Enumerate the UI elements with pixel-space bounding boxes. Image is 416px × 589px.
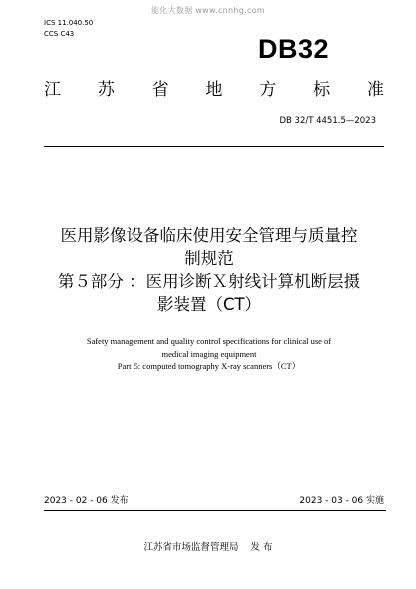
standard-name-char: 准 <box>366 80 384 100</box>
english-title <box>30 335 388 373</box>
english-title-line: Part 5: computed tomography X-ray scanners（CT） <box>117 361 301 371</box>
chinese-title-line: 制规范 <box>184 249 234 268</box>
chinese-title-line: 影装置（CT） <box>156 295 262 314</box>
implementation-date: 2023 - 03 - 06 实施 <box>299 496 384 506</box>
chinese-title-line: 第５部分 ：医用诊断Ｘ射线计算机断层摄 <box>57 272 361 291</box>
standard-number: DB 32/T 4451.5—2023 <box>279 116 376 126</box>
ccs-code: CCS C43 <box>44 30 75 38</box>
standard-name-char: 地 <box>205 80 223 100</box>
standard-name-char: 江 <box>44 80 61 100</box>
issue-date: 2023 - 02 - 06 发布 <box>44 496 129 506</box>
english-title-line: Safety management and quality control specifications for clinical use of <box>86 336 332 346</box>
db32-logo: DB32 <box>258 34 330 64</box>
standard-name-char: 标 <box>313 80 331 100</box>
publisher: 江苏省市场监督管理局 发 布 <box>143 542 273 553</box>
top-divider <box>44 146 384 147</box>
ics-code: ICS 11.040.50 <box>44 19 94 27</box>
standard-name-char: 省 <box>151 80 169 100</box>
bottom-divider <box>44 510 386 511</box>
standard-category-title <box>44 82 384 99</box>
watermark-text: 能化大数据 www.cnnhg.com <box>151 6 265 15</box>
english-title-line: medical imaging equipment <box>161 348 257 359</box>
chinese-title <box>30 224 388 316</box>
chinese-title-line: 医用影像设备临床使用安全管理与质量控 <box>60 226 358 245</box>
standard-name-char: 方 <box>259 80 277 100</box>
standard-name-char: 苏 <box>97 80 115 100</box>
